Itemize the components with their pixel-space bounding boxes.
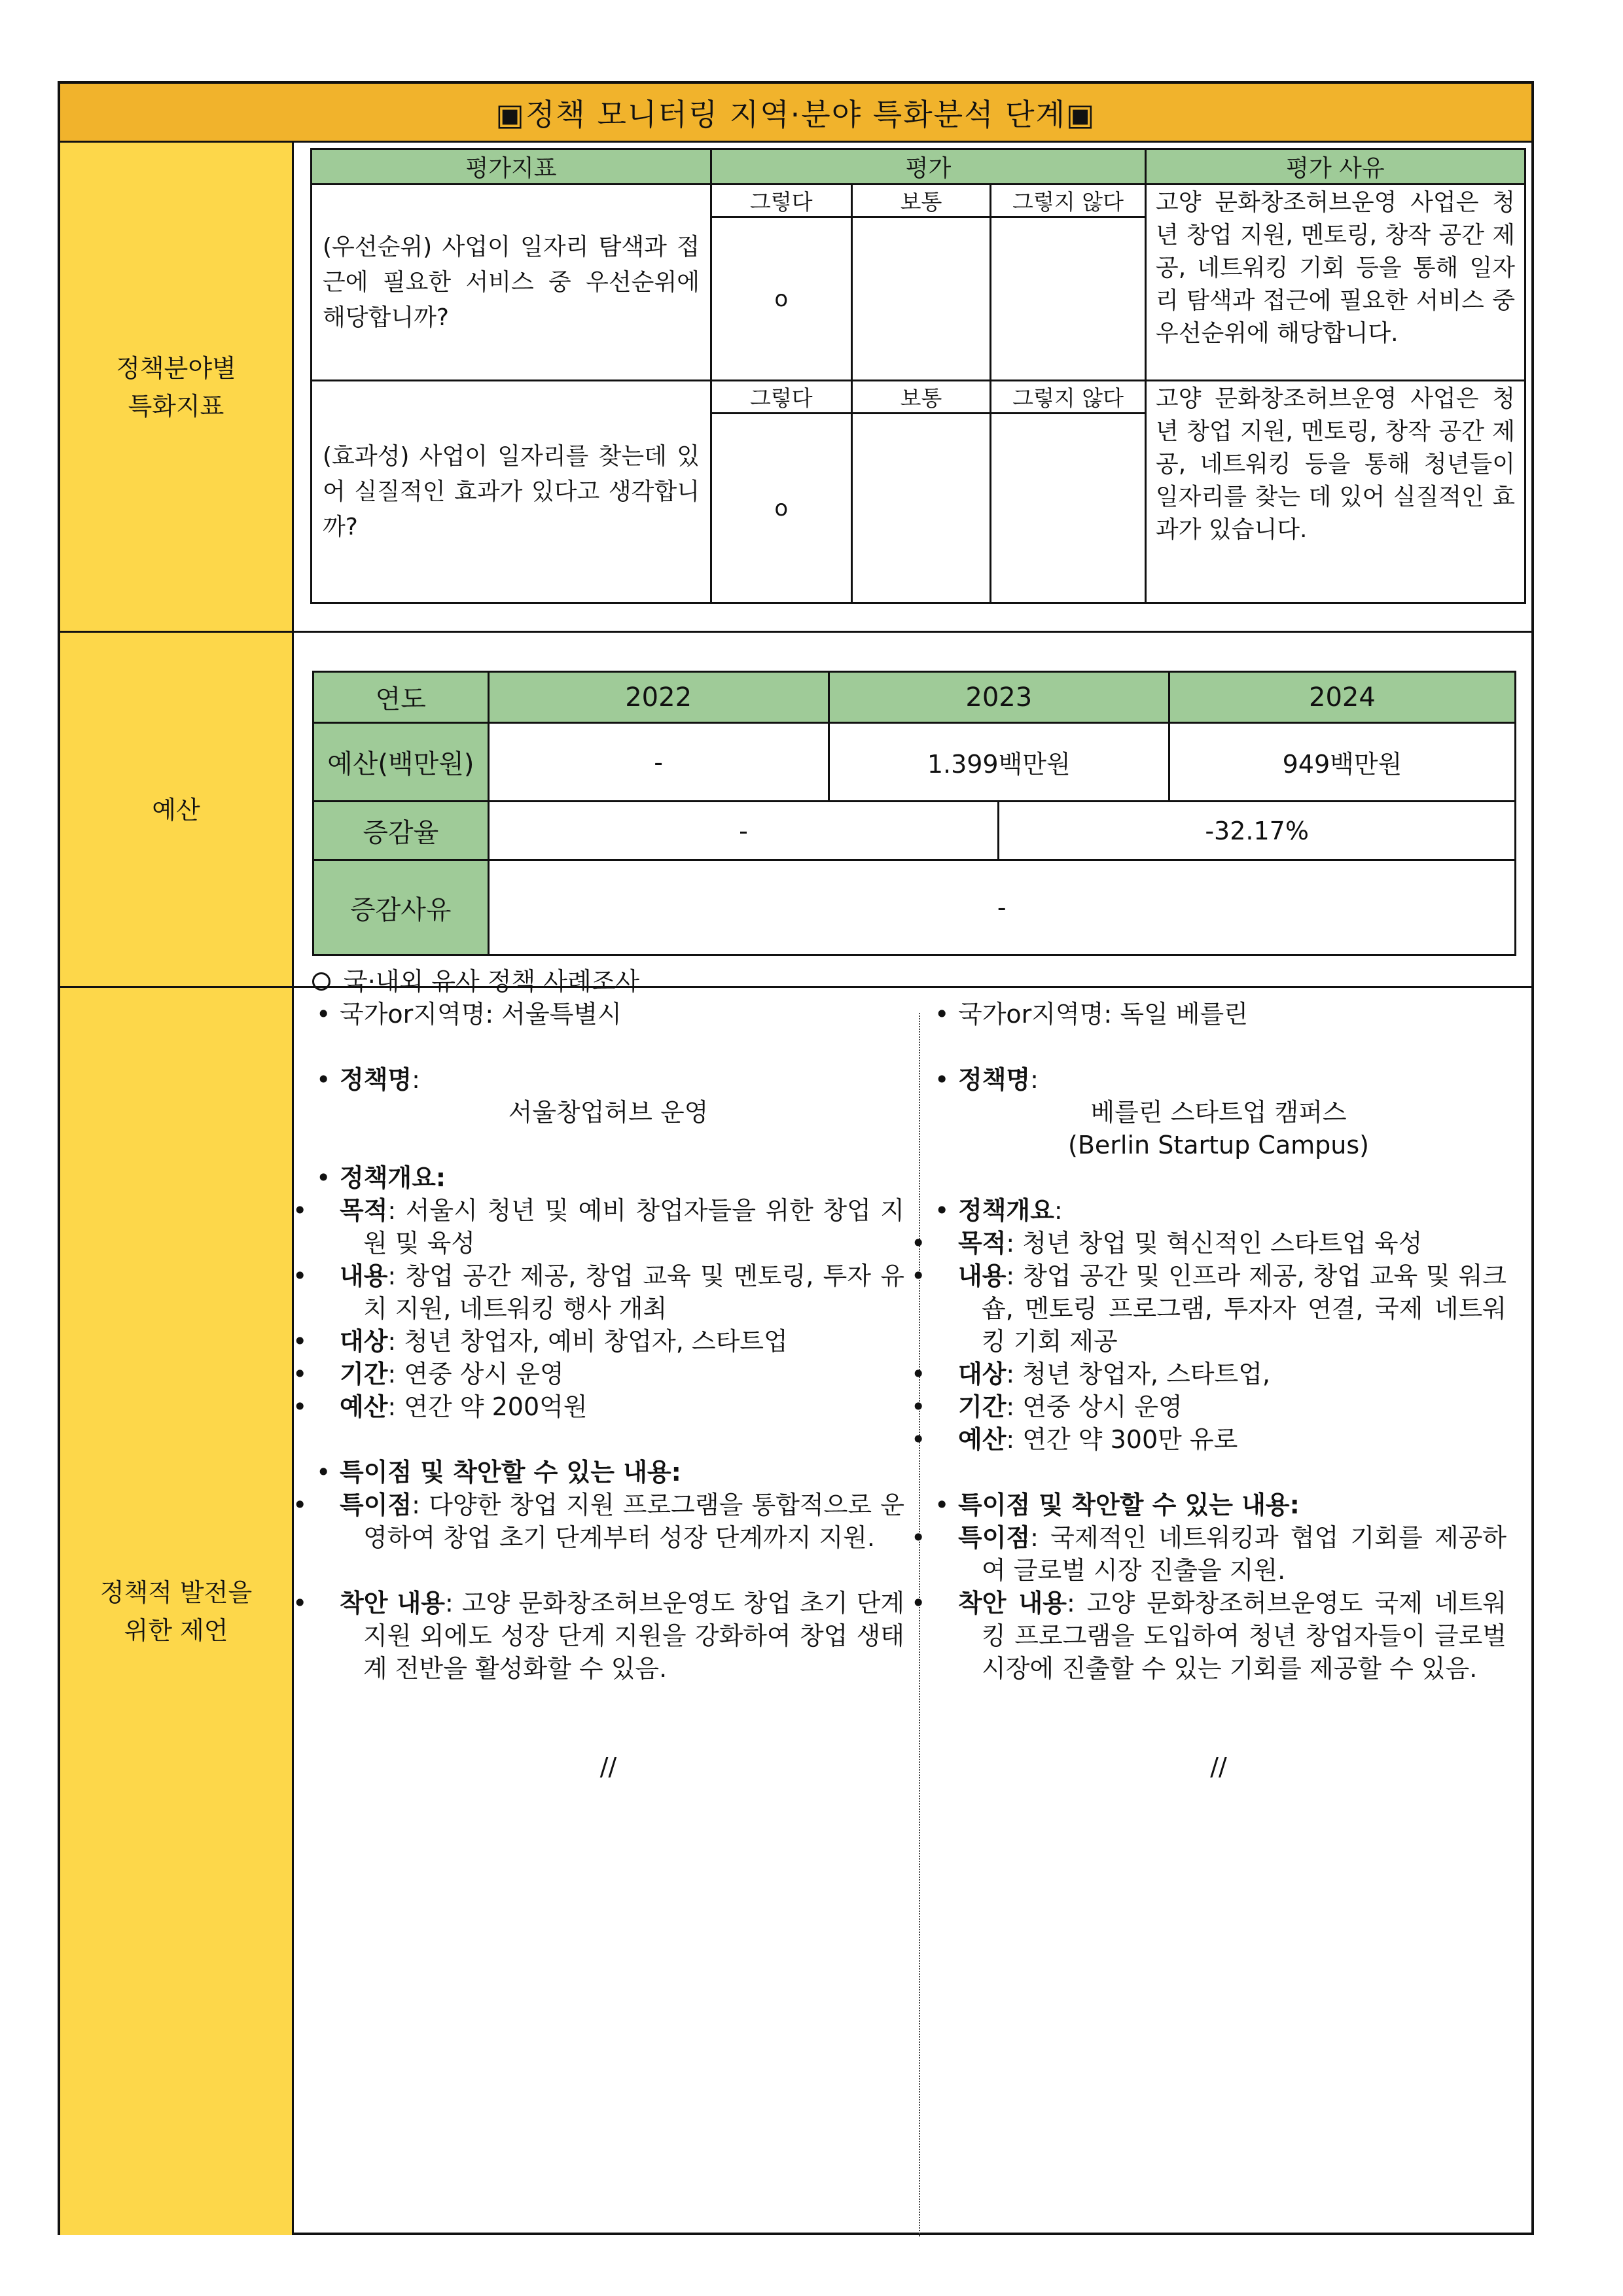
case-study-heading: 국·내외 유사 정책 사례조사	[312, 965, 904, 998]
reason-priority: 고양 문화창조허브운영 사업은 청년 창업 지원, 멘토링, 창작 공간 제공, 네트워킹 기회 등을 통해 일자리 탐색과 접근에 필요한 서비스 중 우선순위에 해당합니다.	[1145, 185, 1525, 381]
mark-yes-priority: o	[711, 217, 852, 381]
left-policy-label: • 정책명:	[312, 1063, 904, 1096]
right-content: • 내용: 창업 공간 및 인프라 제공, 창업 교육 및 워크숍, 멘토링 프로그램, 투자자 연결, 국제 네트워킹 기회 제공	[931, 1260, 1507, 1358]
year-label: 연도	[313, 672, 489, 723]
left-period: • 기간: 연중 상시 운영	[312, 1358, 904, 1390]
left-purpose: • 목적: 서울시 청년 및 예비 창업자들을 위한 창업 지원 및 육성	[312, 1194, 904, 1260]
mark-yes-effectiveness: o	[711, 414, 852, 603]
mark-neutral-priority	[851, 217, 991, 381]
budget-2022: -	[488, 723, 829, 802]
rate-2024: -32.17%	[999, 802, 1516, 860]
indicators-section-label: 정책분야별 특화지표	[60, 143, 294, 632]
option-yes: 그렇다	[711, 381, 852, 414]
mark-no-effectiveness	[991, 414, 1146, 603]
reason-effectiveness: 고양 문화창조허브운영 사업은 청년 창업 지원, 멘토링, 창작 공간 제공, 네트워킹 등을 통해 청년들이 일자리를 찾는 데 있어 실질적인 효과가 있습니다.	[1145, 381, 1525, 603]
right-policy-name: 베를린 스타트업 캠퍼스	[1090, 1098, 1347, 1127]
option-neutral: 보통	[851, 185, 991, 217]
mark-no-priority	[991, 217, 1146, 381]
right-policy-label: • 정책명:	[931, 1063, 1507, 1096]
option-yes: 그렇다	[711, 185, 852, 217]
proposal-section-label: 정책적 발전을 위한 제언	[60, 987, 294, 2235]
rate-row-label: 증감율	[313, 802, 489, 860]
right-target: • 대상: 청년 창업자, 스타트업,	[931, 1358, 1507, 1390]
circle-bullet-icon	[312, 972, 330, 991]
option-neutral: 보통	[851, 381, 991, 414]
option-no: 그렇지 않다	[991, 381, 1146, 414]
right-end-mark: //	[1210, 1752, 1227, 1781]
right-purpose: • 목적: 청년 창업 및 혁신적인 스타트업 육성	[931, 1227, 1507, 1260]
right-budget: • 예산: 연간 약 300만 유로	[931, 1423, 1507, 1456]
mark-neutral-effectiveness	[851, 414, 991, 603]
header-evaluation: 평가	[711, 149, 1146, 185]
right-idea: • 착안 내용: 고양 문화창조허브운영도 국제 네트워킹 프로그램을 도입하여 청년 창업자들이 글로벌 시장에 진출할 수 있는 기회를 제공할 수 있음.	[931, 1587, 1507, 1685]
evaluation-table	[310, 148, 1526, 604]
left-overview-label: • 정책개요:	[312, 1161, 904, 1194]
question-priority: (우선순위) 사업이 일자리 탐색과 접근에 필요한 서비스 중 우선순위에 해당합니까?	[312, 185, 711, 381]
right-overview-label: • 정책개요:	[931, 1194, 1507, 1227]
left-content: • 내용: 창업 공간 제공, 창업 교육 및 멘토링, 투자 유치 지원, 네트워킹 행사 개최	[312, 1260, 904, 1325]
reason-row-label: 증감사유	[313, 860, 489, 955]
budget-2023: 1.399백만원	[829, 723, 1169, 802]
right-period: • 기간: 연중 상시 운영	[931, 1390, 1507, 1423]
question-effectiveness: (효과성) 사업이 일자리를 찾는데 있어 실질적인 효과가 있다고 생각합니까?	[312, 381, 711, 603]
page-title: ▣정책 모니터링 지역·분야 특화분석 단계▣	[60, 84, 1531, 143]
section-divider	[60, 631, 1531, 633]
option-no: 그렇지 않다	[991, 185, 1146, 217]
right-special-heading: • 특이점 및 착안할 수 있는 내용:	[931, 1489, 1507, 1521]
case-study-left	[312, 965, 904, 1783]
right-special: • 특이점: 국제적인 네트워킹과 협업 기회를 제공하여 글로벌 시장 진출을 지원.	[931, 1521, 1507, 1587]
year-2024: 2024	[1169, 672, 1515, 723]
left-special: • 특이점: 다양한 창업 지원 프로그램을 통합적으로 운영하여 창업 초기 단계부터 성장 단계까지 지원.	[312, 1489, 904, 1554]
case-study-right	[931, 998, 1507, 1783]
rate-2023: -	[488, 802, 999, 860]
budget-row-label: 예산(백만원)	[313, 723, 489, 802]
right-region: • 국가or지역명: 독일 베를린	[931, 998, 1507, 1031]
left-target: • 대상: 청년 창업자, 예비 창업자, 스타트업	[312, 1325, 904, 1358]
budget-section-label: 예산	[60, 632, 294, 987]
left-end-mark: //	[599, 1752, 617, 1781]
left-special-heading: • 특이점 및 착안할 수 있는 내용:	[312, 1456, 904, 1489]
left-budget: • 예산: 연간 약 200억원	[312, 1390, 904, 1423]
header-indicator: 평가지표	[312, 149, 711, 185]
policy-monitoring-form	[58, 81, 1534, 2235]
budget-2024: 949백만원	[1169, 723, 1515, 802]
column-divider	[919, 1013, 920, 2236]
right-policy-name-en: (Berlin Startup Campus)	[1068, 1131, 1369, 1159]
budget-table	[312, 671, 1516, 956]
header-reason: 평가 사유	[1145, 149, 1525, 185]
change-reason: -	[488, 860, 1515, 955]
left-idea: • 착안 내용: 고양 문화창조허브운영도 창업 초기 단계 지원 외에도 성장 단계 지원을 강화하여 창업 생태계 전반을 활성화할 수 있음.	[312, 1587, 904, 1685]
year-2023: 2023	[829, 672, 1169, 723]
left-region: • 국가or지역명: 서울특별시	[312, 998, 904, 1031]
left-policy-name: 서울창업허브 운영	[508, 1098, 709, 1127]
year-2022: 2022	[488, 672, 829, 723]
